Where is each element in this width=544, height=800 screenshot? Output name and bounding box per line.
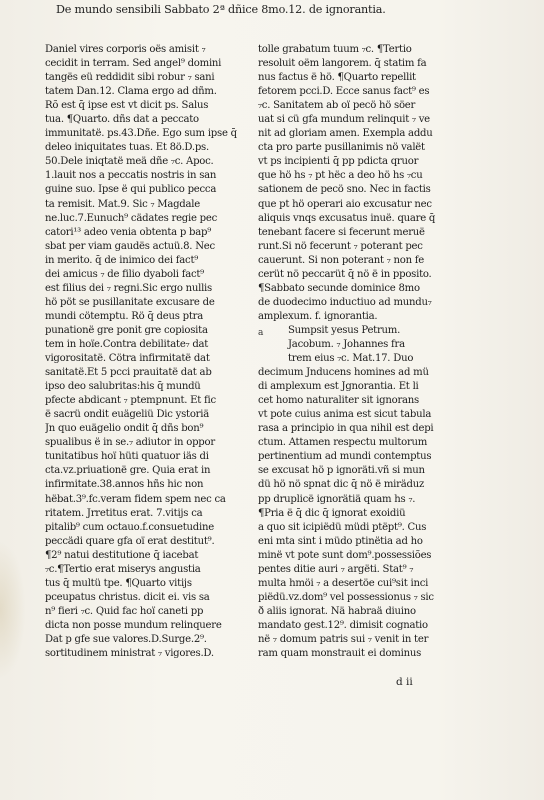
text-line: peccädi quare gfa oï erat destitut⁹. [45,535,215,547]
guide-letter: a [258,328,264,338]
text-line: vt ps incipienti q̄ pp pdicta qruor [258,156,419,168]
text-line: spualibus ë in se.₇ adiutor in oppor [45,437,215,449]
text-line: resoluit oëm langorem. q̄ statim fa [258,58,427,70]
text-line: immunitatë. ps.43.Dñe. Ego sum ipse q̄ [45,128,237,140]
text-line: deleo iniquitates tuas. Et 8ö.D.ps. [45,142,209,154]
text-line: minë vt pote sunt dom⁹.possessiões [258,549,432,561]
text-line: eni mta sint i müdo ptinëtia ad ho [258,535,423,547]
text-line: sbat per viam gaudës actuü.8. Nec [45,240,215,252]
text-line: ctum. Attamen respectu multorum [258,437,428,449]
text-line: amplexum. f. ignorantia. [258,310,378,322]
text-line: vt pote cuius anima est sicut tabula [258,409,432,421]
text-line: catori¹³ adeo venia obtenta p bap⁹ [45,226,212,238]
right-column [258,43,474,661]
text-line: tolle grabatum tuum ₇c. ¶Tertio [258,44,412,55]
text-line: pitalib⁹ cum octauo.f.consuetudine [45,521,214,533]
text-line: nit ad gloriam amen. Exempla addu [258,128,433,140]
text-line: fetorem pcci.D. Ecce sanus fact⁹ es [258,86,430,98]
text-line: de duodecimo inductiuo ad mundu₇ [258,296,432,308]
text-line: ritatem. Jrretitus erat. 7.vitijs ca [45,507,203,519]
text-line: guine suo. Ipse ë qui publico pecca [45,184,217,196]
text-line: pentes ditie auri ₇ argëti. Stat⁹ ₇ [258,563,414,575]
text-line: dei amicus ₇ de filio dyaboli fact⁹ [45,268,204,280]
text-line: pp druplicë ignorätiä quam hs ₇. [258,493,416,505]
text-line: cecidit in terram. Sed angel⁹ domini [45,58,222,70]
text-line: que pt hö operari aio excusatur nec [258,198,432,210]
text-line: vigorositatë. Cötra infirmitatë dat [45,353,210,365]
text-line: cerüt nö peccarüt q̄ nö ë in pposito. [258,268,432,280]
text-line: Jacobum. ₇ Johannes fra [288,338,405,350]
text-line: punationë gre ponit gre copiosita [45,324,208,336]
text-line: piëdü.vz.dom⁹ vel possessionus ₇ sic [258,591,434,603]
text-line: pceupatus christus. dicit ei. vis sa [45,591,210,603]
text-line: Daniel vires corporis oës amisit ₇ [45,44,206,55]
text-line: ð aliis ignorat. Nä habraä diuino [258,605,416,617]
text-line: nus factus ë hö. ¶Quarto repellit [258,72,416,84]
text-line: ipso deo salubritas:his q̄ mundü [45,381,201,393]
text-line: pertinentium ad mundi contemptus [258,451,432,463]
text-line: ne.luc.7.Eunuch⁹ cädates regie pec [45,212,218,224]
text-line: dü hö nö spnat dic q̄ nö ë miräduz [258,479,425,491]
text-line: tangës eü reddidit sibi robur ₇ sani [45,72,215,84]
text-line: tenebant facere si fecerunt meruë [258,226,425,238]
text-line: mandato gest.12⁹. dimisit cognatio [258,619,428,631]
text-line: uat si cü gfa mundum relinquit ₇ ve [258,114,430,126]
text-line: ¶Sabbato secunde dominice 8mo [258,282,420,294]
text-line: cta pro parte pusillanimis nö valët [258,142,425,154]
text-line: sortitudinem ministrat ₇ vigores.D. [45,648,214,660]
text-line: multa hmöi ₇ a desertöe cui⁹sit inci [258,577,429,589]
text-line: Jn quo euägelio ondit q̄ dñs bon⁹ [45,423,204,435]
signature-mark: d ii [396,676,413,688]
text-line: n⁹ fieri ₇c. Quid fac hoï caneti pp [45,605,204,617]
paper-stain [0,540,26,680]
text-line: ₇c. Sanitatem ab oï pecö hö söer [258,100,416,112]
text-line: di amplexum est Jgnorantia. Et li [258,381,419,393]
text-line: pfecte abdicant ₇ ptempnunt. Et fic [45,395,216,407]
text-line: mundi cötemptu. Rö q̄ deus ptra [45,310,203,322]
text-line: cauerunt. Si non poterant ₇ non fe [258,254,425,266]
text-line: infirmitate.38.annos hñs hic non [45,479,204,491]
text-line: sanitatë.Et 5 pcci prauitatë dat ab [45,367,212,379]
text-line: në ₇ domum patris sui ₇ venit in ter [258,633,429,645]
text-line: est filius dei ₇ regni.Sic ergo nullis [45,282,212,294]
running-head: De mundo sensibili Sabbato 2ª dñice 8mo.12. de ignorantia. [56,3,386,16]
text-line: 50.Dele iniqtatë meä dñe ₇c. Apoc. [45,156,214,168]
text-line: Sumpsit yesus Petrum. [288,324,401,336]
text-line: Rõ est q̄ ipse est vt dicit ps. Salus [45,100,209,112]
text-line: cet homo naturaliter sit ignorans [258,395,419,407]
text-line: hëbat.3⁹.fc.veram fidem spem nec ca [45,493,226,505]
text-line: se excusat hö p ignoräti.vñ si mun [258,465,425,477]
text-line: Dat p gfe sue valores.D.Surge.2⁹. [45,633,207,645]
text-line: ¶Pria ë q̄ dic q̄ ignorat exoidiü [258,507,406,519]
text-line: runt.Si nö fecerunt ₇ poterant pec [258,240,423,252]
text-line: cta.vz.priuationë gre. Quia erat in [45,465,211,477]
text-line: in merito. q̄ de inimico dei fact⁹ [45,254,199,266]
text-line: tus q̄ multü tpe. ¶Quarto vitijs [45,577,192,589]
text-line: dicta non posse mundum relinquere [45,619,222,631]
text-line: ₇c.¶Tertio erat miserys angustia [45,563,201,575]
text-line: que hö hs ₇ pt hëc a deo hö hs ₇cu [258,170,423,182]
text-line: a quo sit icipiëdü müdi ptëpt⁹. Cus [258,521,427,533]
text-line: tatem Dan.12. Clama ergo ad dñm. [45,86,217,98]
text-line: decimum Jnducens homines ad mü [258,367,429,379]
text-line: ram quam monstrauit ei dominus [258,648,422,660]
text-line: ¶2⁹ natui destitutione q̄ iacebat [45,549,199,561]
text-line: aliquis vnqs excusatus inuë. quare q̄ [258,212,436,224]
text-line: rasa a principio in qua nihil est depi [258,423,434,435]
text-line: 1.lauit nos a peccatis nostris in san [45,170,217,182]
text-line: sationem de pecö sno. Nec in factis [258,184,431,196]
text-line: trem eius ₇c. Mat.17. Duo [288,353,414,365]
text-line: ë sacrü ondit euägeliü Dic ystoriä [45,409,209,421]
text-line: hö pöt se pusillanitate excusare de [45,296,215,308]
left-column [45,43,257,661]
text-line: tunitatibus hoï hüti quatuor iäs di [45,451,209,463]
text-line: tua. ¶Quarto. dñs dat a peccato [45,114,199,126]
text-line: tem in hoïe.Contra debilitate₇ dat [45,338,209,350]
text-line: ta remisit. Mat.9. Sic ₇ Magdale [45,198,200,210]
